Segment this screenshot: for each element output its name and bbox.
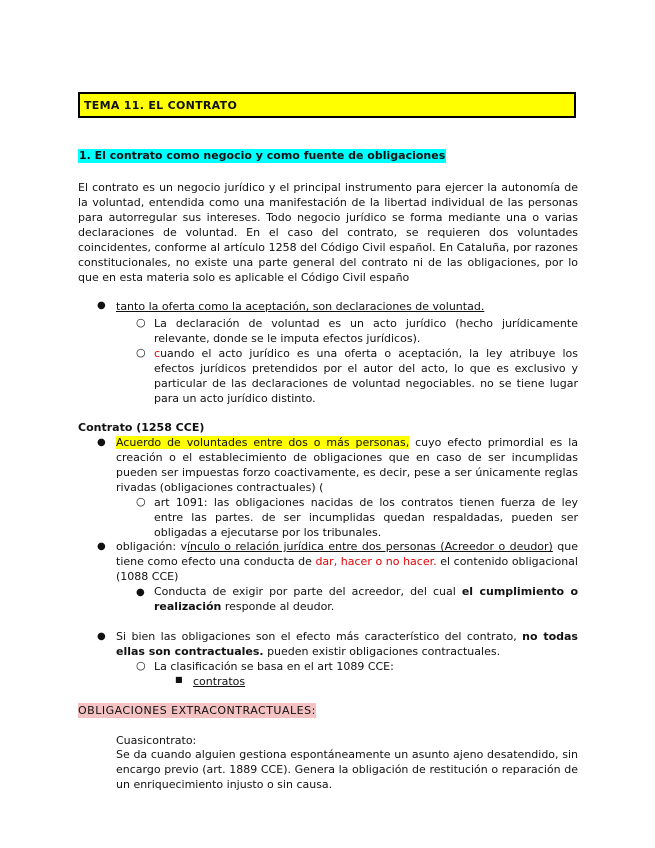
circle-bullet-icon: ○ bbox=[136, 495, 146, 508]
bullet-dot-icon: ● bbox=[97, 541, 106, 552]
bullet-4-sub: La clasificación se basa en el art 1089 CCE: bbox=[154, 660, 394, 673]
bullet-2-text: Acuerdo de voluntades entre dos o más personas, cuyo efecto primordial es la creación o el establecimiento de obligaciones que en caso de ser incumplidas pueden ser impuestas forzo coactivamente, es decir, pese a ser únicamente reglas rivadas (obligaciones contractuales) ( bbox=[116, 436, 578, 494]
extracontractual-heading: OBLIGACIONES EXTRACONTRACTUALES: bbox=[78, 704, 316, 717]
bullet-dot-icon: ● bbox=[136, 587, 145, 598]
bullet-dot-icon: ● bbox=[97, 631, 106, 642]
cuasicontrato-text: Se da cuando alguien gestiona espontáneamente un asunto ajeno desatendido, sin encargo previo (art. 1889 CCE). Genera la obligación de restitución o reparación de un enriquecimiento injusto o sin causa. bbox=[116, 748, 578, 791]
bullet-4-text: Si bien las obligaciones son el efecto más característico del contrato, no todas ellas son contractuales. pueden existir obligaciones contractuales. bbox=[116, 630, 578, 658]
bullet-2-sub: art 1091: las obligaciones nacidas de los contratos tienen fuerza de ley entre las partes. de ser incumplidas quedan respaldadas, pueden ser obligadas a ejecutarse por los tribunales. bbox=[154, 496, 578, 539]
page-title: TEMA 11. EL CONTRATO bbox=[78, 92, 576, 118]
bullet-1-text: tanto la oferta como la aceptación, son declaraciones de voluntad. bbox=[116, 300, 485, 313]
bullet-dot-icon: ● bbox=[97, 300, 106, 311]
bullet-3-sub: Conducta de exigir por parte del acreedor, del cual el cumplimiento o realización responde al deudor. bbox=[154, 585, 579, 613]
bullet-4-subsub: contratos bbox=[193, 675, 246, 688]
square-bullet-icon: ■ bbox=[175, 675, 183, 684]
intro-paragraph: El contrato es un negocio jurídico y el principal instrumento para ejercer la autonomía de la voluntad, entendida como una manifestación de la libertad individual de las personas para autorregular sus intereses. Todo negocio jurídico se forma mediante una o varias declaraciones de voluntad. En el caso del contrato, se requieren dos voluntades coincidentes, conforme al artículo 1258 del Código Civil español. En Cataluña, por razones constitucionales, no existe una parte general del contrato ni de las obligaciones, por lo que en esta materia solo es aplicable el Código Civil españo bbox=[78, 181, 578, 284]
cuasicontrato-label: Cuasicontrato: bbox=[116, 734, 197, 747]
sub-bullet-1: La declaración de voluntad es un acto jurídico (hecho jurídicamente relevante, donde se le imputa efectos jurídicos). bbox=[154, 317, 578, 345]
circle-bullet-icon: ○ bbox=[136, 659, 146, 672]
contrato-heading: Contrato (1258 CCE) bbox=[78, 421, 205, 434]
section-heading: 1. El contrato como negocio y como fuente de obligaciones bbox=[79, 149, 446, 162]
circle-bullet-icon: ○ bbox=[136, 316, 146, 329]
bullet-3-text: obligación: vínculo o relación jurídica entre dos personas (Acreedor o deudor) que tiene como efecto una conducta de dar, hacer o no hacer. el contenido obligacional (1088 CCE) bbox=[116, 540, 579, 583]
circle-bullet-icon: ○ bbox=[136, 346, 146, 359]
sub-bullet-2: cuando el acto jurídico es una oferta o aceptación, la ley atribuye los efectos jurídicos pretendidos por el autor del acto, lo que es exclusivo y particular de las declaraciones de voluntad negociables. no se tiene lugar para un acto jurídico distinto. bbox=[154, 347, 578, 405]
bullet-dot-icon: ● bbox=[97, 437, 106, 448]
